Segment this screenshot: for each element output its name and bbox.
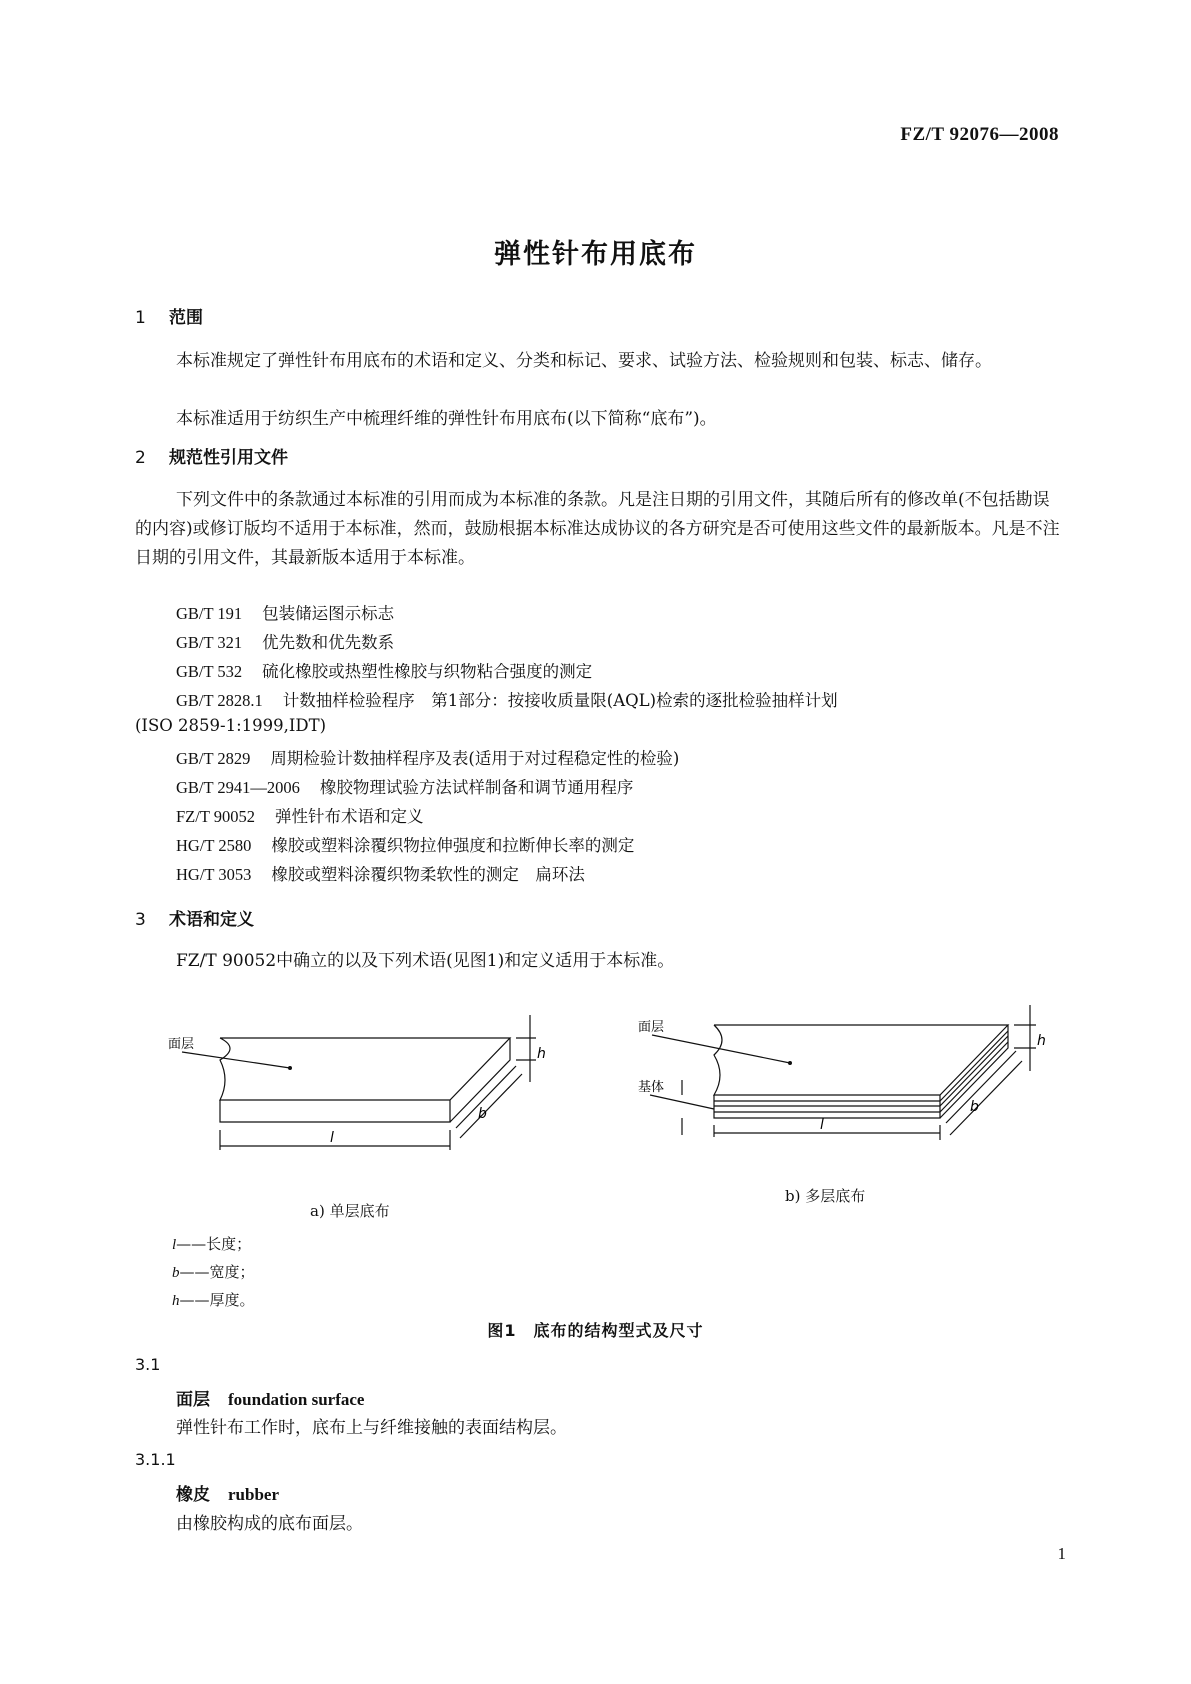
legend-item: b——宽度； bbox=[172, 1263, 255, 1281]
dim-b-label: b bbox=[478, 1106, 487, 1122]
figure-single-layer-diagram bbox=[160, 990, 560, 1160]
term-number: 3.1 bbox=[135, 1355, 161, 1374]
base-label: 基体 bbox=[638, 1080, 665, 1095]
section-1-para-1: 本标准规定了弹性针布用底布的术语和定义、分类和标记、要求、试验方法、检验规则和包装、标志、储存。 bbox=[176, 351, 992, 371]
figure-title: 图1 底布的结构型式及尺寸 bbox=[487, 1321, 704, 1340]
document-title: 弹性针布用底布 bbox=[494, 239, 697, 270]
term-heading: 橡皮 rubber bbox=[176, 1485, 279, 1505]
section-3-heading: 3 术语和定义 bbox=[135, 910, 254, 930]
dim-h-label: h bbox=[537, 1046, 546, 1062]
figure-b-caption: b) 多层底布 bbox=[785, 1187, 866, 1205]
ref-item: HG/T 2580 橡胶或塑料涂覆织物拉伸强度和拉断伸长率的测定 bbox=[176, 836, 635, 855]
ref-item: GB/T 321 优先数和优先数系 bbox=[176, 633, 395, 652]
figure-a-caption: a) 单层底布 bbox=[310, 1202, 390, 1220]
ref-item: GB/T 191 包装储运图示标志 bbox=[176, 604, 395, 623]
ref-item: GB/T 2828.1 计数抽样检验程序 第1部分：按接收质量限(AQL)检索的逐批检验抽样计划 bbox=[176, 691, 838, 710]
dim-b-label: b bbox=[970, 1099, 979, 1115]
section-1-para-2: 本标准适用于纺织生产中梳理纤维的弹性针布用底布(以下简称“底布”)。 bbox=[176, 409, 717, 429]
surface-label: 面层 bbox=[168, 1037, 195, 1052]
ref-item: GB/T 2941—2006 橡胶物理试验方法试样制备和调节通用程序 bbox=[176, 778, 634, 797]
legend-item: l——长度； bbox=[172, 1235, 252, 1253]
dim-h-label: h bbox=[1037, 1033, 1046, 1049]
ref-item: GB/T 532 硫化橡胶或热塑性橡胶与织物粘合强度的测定 bbox=[176, 662, 593, 681]
figure-multi-layer-diagram bbox=[630, 985, 1060, 1170]
legend-item: h——厚度。 bbox=[172, 1291, 255, 1309]
section-1-heading: 1 范围 bbox=[135, 308, 203, 328]
section-3-para-1: FZ/T 90052中确立的以及下列术语(见图1)和定义适用于本标准。 bbox=[176, 951, 675, 971]
term-definition: 弹性针布工作时，底布上与纤维接触的表面结构层。 bbox=[176, 1418, 567, 1438]
page-number: 1 bbox=[1057, 1544, 1066, 1563]
term-number: 3.1.1 bbox=[135, 1450, 176, 1469]
dim-l-label: l bbox=[330, 1130, 334, 1146]
standard-code: FZ/T 92076—2008 bbox=[900, 124, 1059, 145]
ref-item-continuation: (ISO 2859-1:1999,IDT) bbox=[135, 716, 327, 735]
dim-l-label: l bbox=[820, 1117, 824, 1133]
section-2-para-1: 下列文件中的条款通过本标准的引用而成为本标准的条款。凡是注日期的引用文件，其随后所有的修改单(不包括勘误的内容)或修订版均不适用于本标准，然而，鼓励根据本标准达成协议的各方研究是否可使用这些文件的最新版本。凡是不注日期的引用文件，其最新版本适用于本标准。 bbox=[135, 490, 1060, 568]
term-definition: 由橡胶构成的底布面层。 bbox=[176, 1514, 363, 1534]
ref-item: HG/T 3053 橡胶或塑料涂覆织物柔软性的测定 扁环法 bbox=[176, 865, 585, 884]
section-2-heading: 2 规范性引用文件 bbox=[135, 448, 288, 468]
surface-label: 面层 bbox=[638, 1020, 665, 1035]
ref-item: FZ/T 90052 弹性针布术语和定义 bbox=[176, 807, 424, 826]
term-heading: 面层 foundation surface bbox=[176, 1390, 365, 1410]
ref-item: GB/T 2829 周期检验计数抽样程序及表(适用于对过程稳定性的检验) bbox=[176, 749, 680, 768]
